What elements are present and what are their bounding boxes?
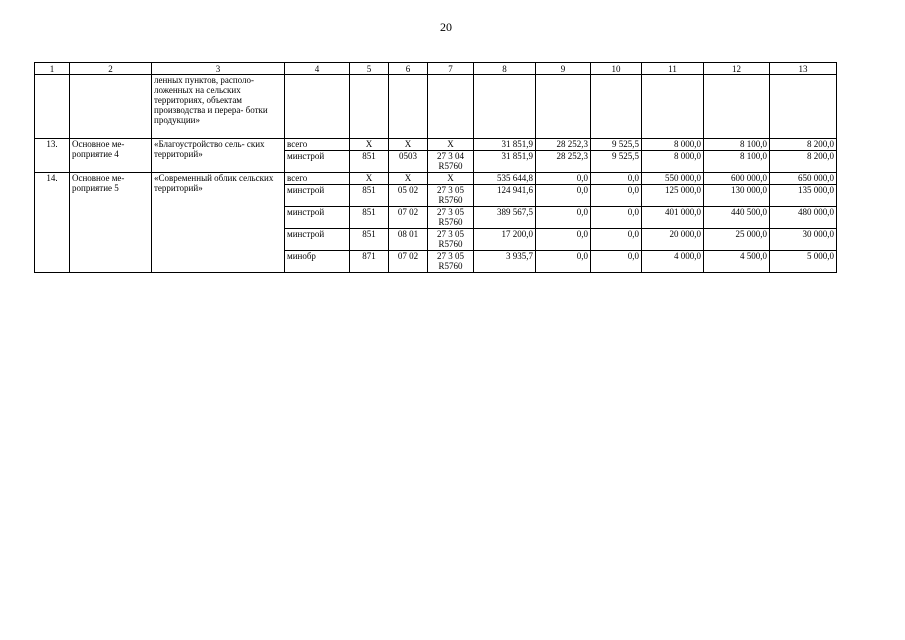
value-cell: 5 000,0 xyxy=(770,251,837,273)
value-cell: 8 100,0 xyxy=(704,139,770,151)
value-cell: 17 200,0 xyxy=(474,229,536,251)
target-code: 27 3 05 R5760 xyxy=(428,229,474,251)
header-cell: 11 xyxy=(642,63,704,75)
value-cell: 9 525,5 xyxy=(591,139,642,151)
program-table xyxy=(34,62,837,273)
target-code: 27 3 04 R5760 xyxy=(428,151,474,173)
header-cell: 1 xyxy=(35,63,70,75)
header-cell: 4 xyxy=(285,63,350,75)
table-row xyxy=(35,139,837,151)
section-code: 05 02 xyxy=(389,185,428,207)
executor: минстрой xyxy=(285,229,350,251)
value-cell: 4 500,0 xyxy=(704,251,770,273)
value-cell: 0,0 xyxy=(591,251,642,273)
value-cell: 480 000,0 xyxy=(770,207,837,229)
header-cell: 13 xyxy=(770,63,837,75)
target-code: 27 3 05 R5760 xyxy=(428,251,474,273)
executor: всего xyxy=(285,139,350,151)
value-cell: 28 252,3 xyxy=(536,139,591,151)
value-cell: 8 100,0 xyxy=(704,151,770,173)
executor: минстрой xyxy=(285,207,350,229)
value-cell: 9 525,5 xyxy=(591,151,642,173)
value-cell: 125 000,0 xyxy=(642,185,704,207)
value-cell: 650 000,0 xyxy=(770,173,837,185)
header-cell: 7 xyxy=(428,63,474,75)
value-cell: 25 000,0 xyxy=(704,229,770,251)
gr-code: 851 xyxy=(350,229,389,251)
value-cell: 130 000,0 xyxy=(704,185,770,207)
value-cell: 3 935,7 xyxy=(474,251,536,273)
section-code: Х xyxy=(389,173,428,185)
item-number: 14. xyxy=(35,173,70,273)
value-cell: 0,0 xyxy=(536,229,591,251)
value-cell: 8 200,0 xyxy=(770,151,837,173)
value-cell: 28 252,3 xyxy=(536,151,591,173)
value-cell: 600 000,0 xyxy=(704,173,770,185)
executor: всего xyxy=(285,173,350,185)
header-cell: 5 xyxy=(350,63,389,75)
gr-code: Х xyxy=(350,173,389,185)
gr-code: 851 xyxy=(350,151,389,173)
item-title: Основное ме- роприятие 5 xyxy=(70,173,152,273)
value-cell: 31 851,9 xyxy=(474,139,536,151)
item-description: «Современный облик сельских территорий» xyxy=(152,173,285,273)
value-cell: 8 200,0 xyxy=(770,139,837,151)
section-code: Х xyxy=(389,139,428,151)
target-code: 27 3 05 R5760 xyxy=(428,185,474,207)
value-cell: 8 000,0 xyxy=(642,139,704,151)
header-cell: 2 xyxy=(70,63,152,75)
value-cell: 20 000,0 xyxy=(642,229,704,251)
value-cell: 0,0 xyxy=(591,185,642,207)
header-cell: 10 xyxy=(591,63,642,75)
target-code: Х xyxy=(428,173,474,185)
header-cell: 12 xyxy=(704,63,770,75)
value-cell: 401 000,0 xyxy=(642,207,704,229)
header-cell: 8 xyxy=(474,63,536,75)
value-cell: 0,0 xyxy=(591,229,642,251)
header-cell: 3 xyxy=(152,63,285,75)
value-cell: 4 000,0 xyxy=(642,251,704,273)
gr-code: 851 xyxy=(350,185,389,207)
value-cell: 0,0 xyxy=(536,207,591,229)
table-row xyxy=(35,173,837,185)
continuation-row xyxy=(35,75,837,139)
value-cell: 0,0 xyxy=(591,173,642,185)
executor: минобр xyxy=(285,251,350,273)
value-cell: 31 851,9 xyxy=(474,151,536,173)
gr-code: 871 xyxy=(350,251,389,273)
value-cell: 0,0 xyxy=(536,173,591,185)
page-number: 20 xyxy=(440,20,452,34)
gr-code: 851 xyxy=(350,207,389,229)
item-title: Основное ме- роприятие 4 xyxy=(70,139,152,173)
value-cell: 0,0 xyxy=(536,185,591,207)
section-code: 07 02 xyxy=(389,251,428,273)
target-code: Х xyxy=(428,139,474,151)
header-cell: 9 xyxy=(536,63,591,75)
item-description: «Благоустройство сель- ских территорий» xyxy=(152,139,285,173)
gr-code: Х xyxy=(350,139,389,151)
section-code: 0503 xyxy=(389,151,428,173)
section-code: 07 02 xyxy=(389,207,428,229)
value-cell: 389 567,5 xyxy=(474,207,536,229)
target-code: 27 3 05 R5760 xyxy=(428,207,474,229)
value-cell: 440 500,0 xyxy=(704,207,770,229)
item-number: 13. xyxy=(35,139,70,173)
value-cell: 124 941,6 xyxy=(474,185,536,207)
header-cell: 6 xyxy=(389,63,428,75)
value-cell: 535 644,8 xyxy=(474,173,536,185)
column-number-header xyxy=(35,63,837,75)
executor: минстрой xyxy=(285,185,350,207)
value-cell: 0,0 xyxy=(591,207,642,229)
executor: минстрой xyxy=(285,151,350,173)
value-cell: 8 000,0 xyxy=(642,151,704,173)
value-cell: 30 000,0 xyxy=(770,229,837,251)
section-code: 08 01 xyxy=(389,229,428,251)
value-cell: 135 000,0 xyxy=(770,185,837,207)
value-cell: 0,0 xyxy=(536,251,591,273)
continuation-description: ленных пунктов, располо- ложенных на сельских территориях, объектам производства и перера- ботки продукции» xyxy=(152,75,285,139)
value-cell: 550 000,0 xyxy=(642,173,704,185)
